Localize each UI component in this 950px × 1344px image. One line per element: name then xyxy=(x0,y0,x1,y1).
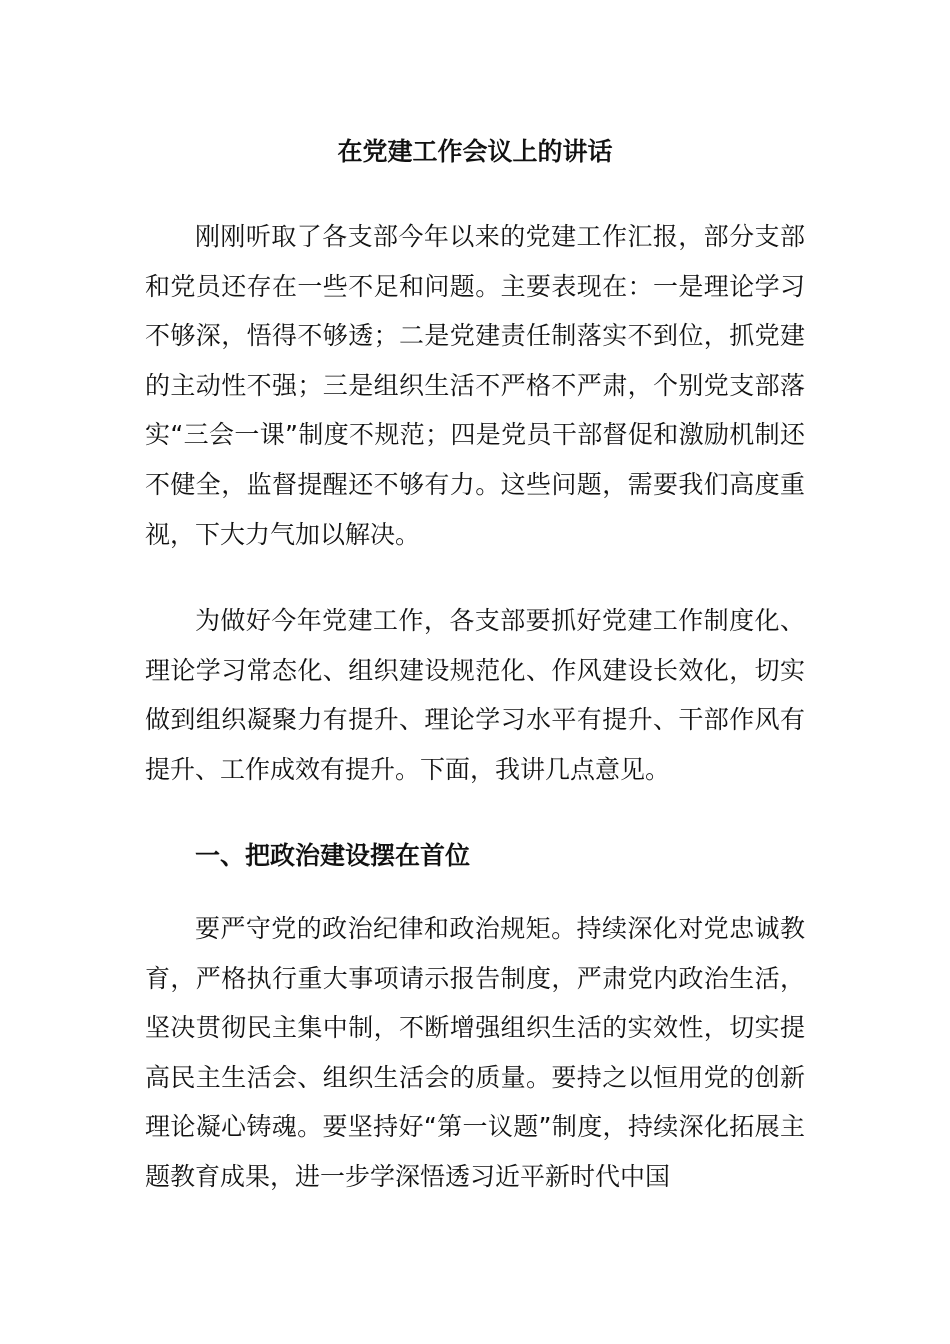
body-paragraph: 为做好今年党建工作，各支部要抓好党建工作制度化、理论学习常态化、组织建设规范化、作风建设长效化，切实做到组织凝聚力有提升、理论学习水平有提升、干部作风有提升、工作成效有提升。下面，我讲几点意见。 xyxy=(145,606,805,784)
body-paragraph: 刚刚听取了各支部今年以来的党建工作汇报，部分支部和党员还存在一些不足和问题。主要表现在：一是理论学习不够深，悟得不够透；二是党建责任制落实不到位，抓党建的主动性不强；三是组织生活不严格不严肃，个别党支部落实“三会一课”制度不规范；四是党员干部督促和激励机制还不健全，监督提醒还不够有力。这些问题，需要我们高度重视，下大力气加以解决。 xyxy=(145,222,805,549)
body-paragraph: 要严守党的政治纪律和政治规矩。持续深化对党忠诚教育，严格执行重大事项请示报告制度，严肃党内政治生活，坚决贯彻民主集中制，不断增强组织生活的实效性，切实提高民主生活会、组织生活会的质量。要持之以恒用党的创新理论凝心铸魂。要坚持好“第一议题”制度，持续深化拓展主题教育成果，进一步学深悟透习近平新时代中国 xyxy=(145,914,805,1191)
document-title: 在党建工作会议上的讲话 xyxy=(337,137,613,166)
section-heading: 一、把政治建设摆在首位 xyxy=(195,841,471,870)
